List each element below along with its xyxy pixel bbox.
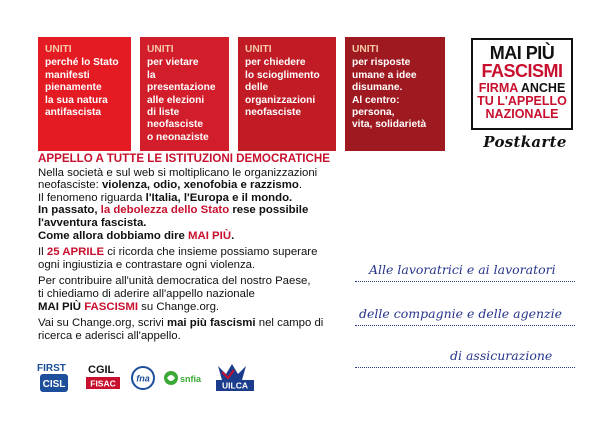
address-dotted-line (355, 280, 575, 282)
text-line: Vai su Change.org, scrivi mai più fascismi nel campo di (38, 317, 324, 330)
text-line: Come allora dobbiamo dire MAI PIÙ. (38, 229, 235, 242)
cgil-text: CGIL (88, 364, 115, 376)
address-line-2: delle compagnie e delle agenzie (359, 306, 563, 321)
uilca-logo (212, 362, 262, 392)
first-cisl-logo (36, 362, 82, 392)
address-line-3: di assicurazione (450, 348, 553, 363)
box-body: per chiedere lo scioglimento delle organizzazioni neofasciste (245, 57, 320, 119)
address-line-1: Alle lavoratrici e ai lavoratori (369, 262, 556, 277)
logo-line-4: TU L'APPELLO (477, 94, 567, 108)
cgil-fisac-logo (86, 362, 122, 392)
mai-piu-fascismi-logo (471, 38, 573, 130)
first-text: FIRST (37, 363, 66, 374)
logo-line-5: NAZIONALE (485, 107, 559, 121)
fna-logo (129, 362, 157, 392)
box-heading: UNITI (147, 44, 174, 55)
uniti-box-2 (140, 37, 229, 151)
fna-text: fna (136, 373, 150, 384)
logo-firma: FIRMA (478, 81, 518, 95)
uniti-box-4 (345, 37, 445, 151)
box-body: per vietare la presentazione alle elezioni di liste neofasciste o neonaziste (147, 57, 216, 143)
text-line: ti chiediamo di aderire all'appello nazionale (38, 287, 255, 300)
postkarte-label: Postkarte (483, 133, 567, 151)
uniti-box-3 (238, 37, 336, 151)
box-body: perché lo Stato manifesti pienamente la sua natura antifascista (45, 57, 119, 119)
logo-line-2: FASCISMI (481, 61, 563, 81)
text-line: Il fenomeno riguarda l'Italia, l'Europa e il mondo. (38, 191, 293, 204)
logo-anche: ANCHE (520, 81, 566, 95)
box-heading: UNITI (352, 44, 379, 55)
snfia-logo (162, 362, 208, 392)
snfia-text: snfia (180, 374, 202, 384)
uilca-text: UILCA (222, 380, 248, 391)
text-line: l'avventura fascista. (38, 216, 147, 229)
address-dotted-line (355, 324, 575, 326)
uniti-box-1 (38, 37, 131, 151)
fisac-text: FISAC (90, 378, 116, 389)
text-line: ricerca e aderisci all'appello. (38, 329, 181, 342)
cisl-text: CISL (42, 379, 66, 390)
text-line: MAI PIÙ FASCISMI su Change.org. (38, 300, 220, 313)
appeal-text (38, 153, 358, 342)
box-heading: UNITI (245, 44, 272, 55)
logo-line-1: MAI PIÙ (489, 43, 555, 63)
text-line: Per contribuire all'unità democratica del nostro Paese, (38, 275, 311, 288)
address-dotted-line (355, 366, 575, 368)
text-line: ogni ingiustizia e contrastare ogni violenza. (38, 258, 256, 271)
text-line: In passato, la debolezza dello Stato rese possibile (38, 204, 309, 217)
appeal-title: APPELLO A TUTTE LE ISTITUZIONI DEMOCRATICHE (38, 152, 330, 165)
box-heading: UNITI (45, 44, 72, 55)
box-body: per risposte umane a idee disumane. Al centro: persona, vita, solidarietà (352, 57, 427, 131)
text-line: Nella società e sul web si moltiplicano le organizzazioni (38, 166, 318, 179)
text-line: Il 25 APRILE ci ricorda che insieme possiamo superare (38, 246, 318, 259)
text-line: neofasciste: violenza, odio, xenofobia e razzismo. (38, 179, 302, 192)
